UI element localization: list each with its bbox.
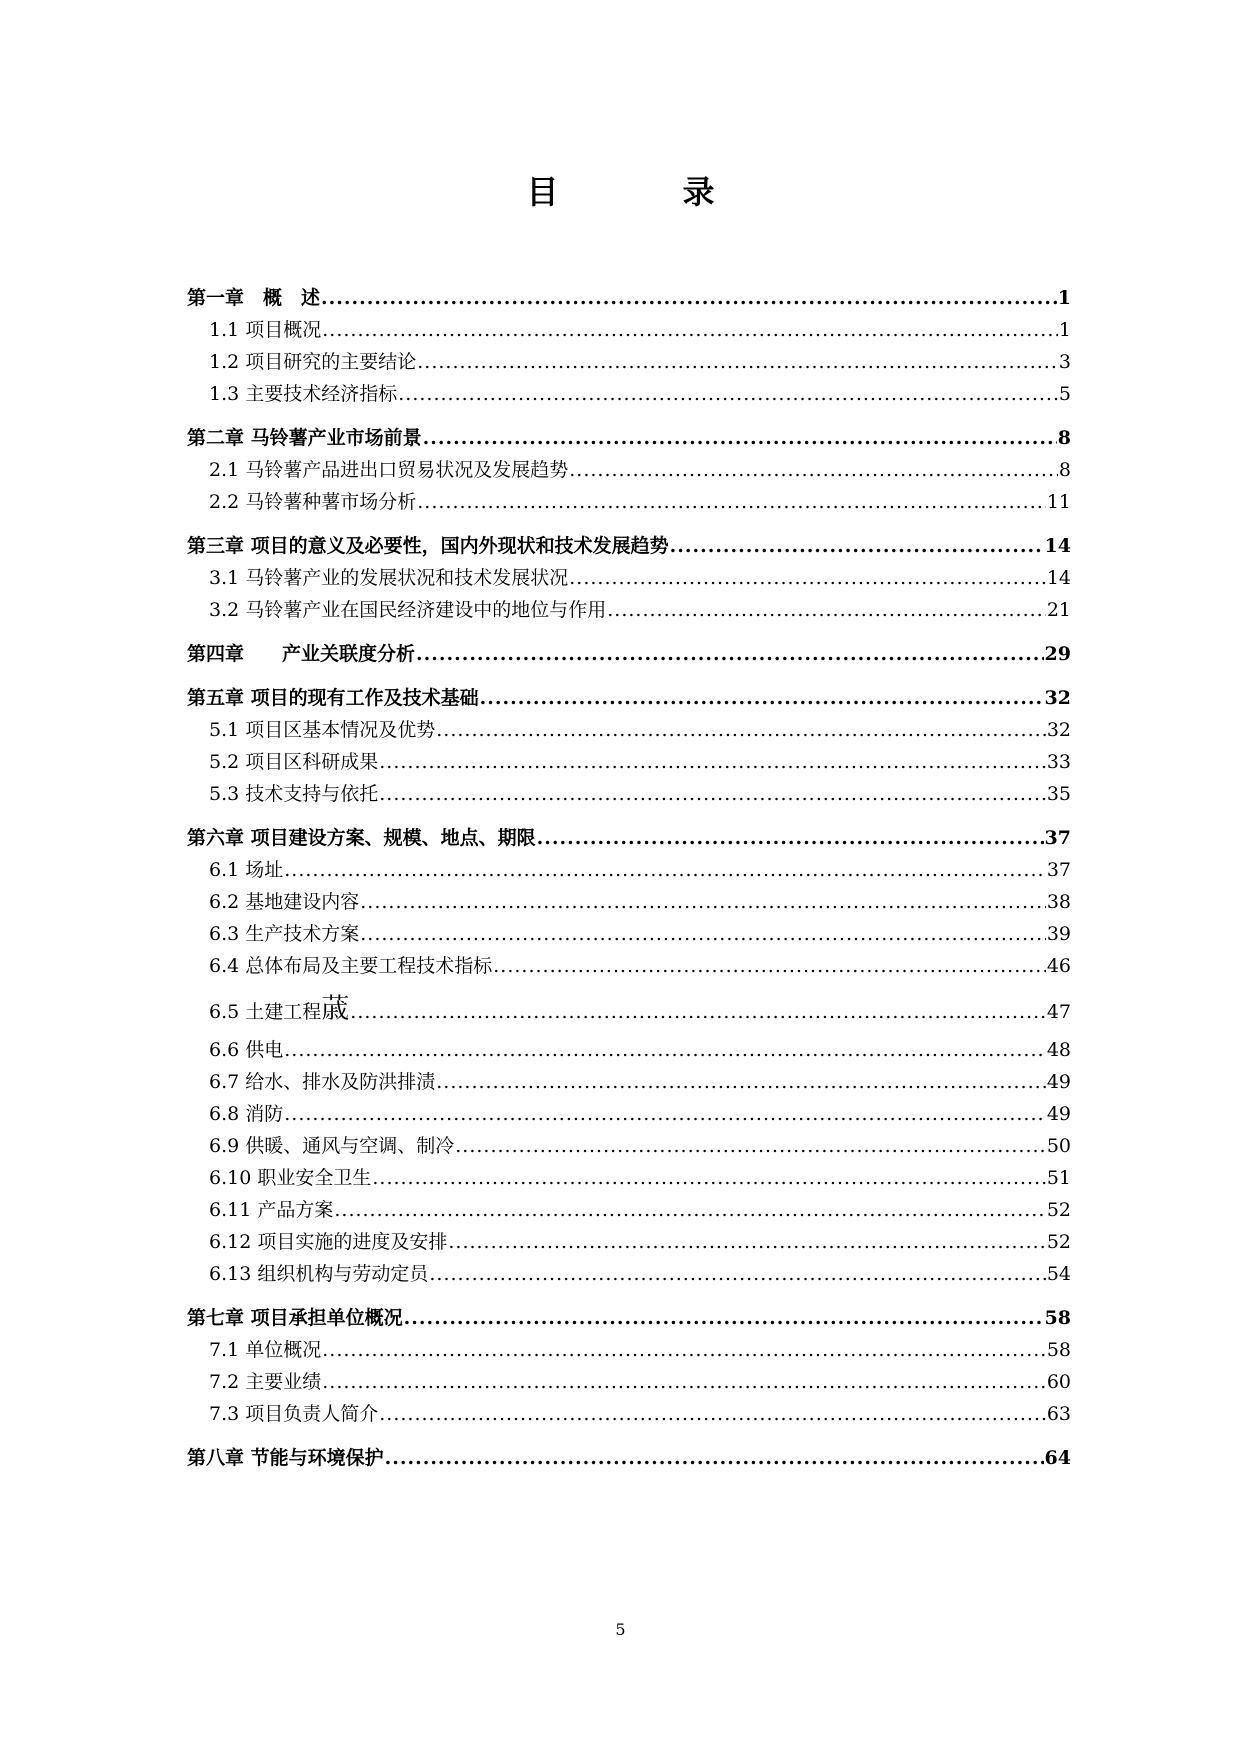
toc-entry-page: 35: [1046, 783, 1071, 805]
toc-dot-leader: [448, 1226, 1045, 1258]
toc-dot-leader: [379, 778, 1046, 810]
toc-entry-page: 39: [1046, 923, 1071, 945]
toc-dot-leader: [569, 562, 1046, 594]
toc-entry-label: 第八章 节能与环境保护: [187, 1447, 384, 1469]
toc-dot-leader: [372, 1162, 1045, 1194]
toc-dot-leader: [436, 714, 1046, 746]
toc-section-entry[interactable]: [187, 1258, 1071, 1290]
toc-dot-leader: [416, 638, 1044, 670]
toc-chapter-entry[interactable]: [187, 282, 1071, 314]
toc-dot-leader: [429, 1258, 1045, 1290]
toc-dot-leader: [607, 594, 1046, 626]
toc-chapter-entry[interactable]: [187, 638, 1071, 670]
page-number: 5: [615, 1620, 626, 1639]
toc-entry-label: 7.1 单位概况: [209, 1339, 322, 1361]
toc-entry-label-suffix: 𦸗: [321, 992, 350, 1025]
toc-entry-page: 37: [1046, 859, 1071, 881]
toc-section-entry[interactable]: [187, 1130, 1071, 1162]
toc-section-entry[interactable]: [187, 714, 1071, 746]
toc-dot-leader: [537, 822, 1044, 854]
toc-entry-label: 7.2 主要业绩: [209, 1371, 322, 1393]
toc-dot-leader: [322, 1366, 1046, 1398]
toc-entry-label: 第一章 概 述: [187, 287, 321, 309]
toc-entry-page: 5: [1058, 383, 1071, 405]
toc-title: 目 录: [526, 173, 761, 211]
toc-section-entry[interactable]: [187, 594, 1071, 626]
toc-entry-page: 48: [1046, 1039, 1071, 1061]
toc-entry-label: 6.5 土建工程: [209, 1001, 322, 1023]
toc-dot-leader: [321, 282, 1057, 314]
toc-entry-label: 7.3 项目负责人简介: [209, 1403, 379, 1425]
toc-entry-page: 1: [1057, 287, 1071, 309]
toc-entry-label: 1.3 主要技术经济指标: [209, 383, 398, 405]
toc-entry-label: 第二章 马铃薯产业市场前景: [187, 427, 422, 449]
toc-dot-leader: [360, 886, 1046, 918]
toc-section-entry[interactable]: [187, 1066, 1071, 1098]
toc-dot-leader: [417, 486, 1046, 518]
toc-entry-page: 1: [1058, 319, 1071, 341]
toc-dot-leader: [670, 530, 1044, 562]
toc-entry-label: 6.11 产品方案: [209, 1199, 334, 1221]
toc-entry-page: 63: [1046, 1403, 1071, 1425]
toc-entry-page: 8: [1058, 459, 1071, 481]
toc-dot-leader: [569, 454, 1058, 486]
toc-entry-page: 58: [1044, 1307, 1071, 1329]
toc-entry-page: 52: [1046, 1231, 1071, 1253]
toc-entry-page: 29: [1044, 643, 1071, 665]
toc-section-entry[interactable]: [187, 986, 1071, 1032]
toc-dot-leader: [493, 950, 1046, 982]
toc-dot-leader: [284, 854, 1046, 886]
toc-entry-page: 58: [1046, 1339, 1071, 1361]
toc-section-entry[interactable]: [187, 918, 1071, 950]
toc-entry-page: 33: [1046, 751, 1071, 773]
toc-entry-label: 5.3 技术支持与依托: [209, 783, 379, 805]
toc-section-entry[interactable]: [187, 1098, 1071, 1130]
toc-entry-label: 5.1 项目区基本情况及优势: [209, 719, 436, 741]
toc-section-entry[interactable]: [187, 454, 1071, 486]
toc-section-entry[interactable]: [187, 854, 1071, 886]
toc-dot-leader: [284, 1034, 1046, 1066]
toc-entry-label: 1.1 项目概况: [209, 319, 322, 341]
toc-entry-page: 49: [1046, 1103, 1071, 1125]
toc-entry-page: 11: [1046, 491, 1071, 513]
toc-entry-label: 第五章 项目的现有工作及技术基础: [187, 687, 479, 709]
toc-entry-page: 46: [1046, 955, 1071, 977]
toc-dot-leader: [404, 1302, 1044, 1334]
toc-entry-label: 6.6 供电: [209, 1039, 284, 1061]
toc-entry-label: 6.12 项目实施的进度及安排: [209, 1231, 448, 1253]
toc-entry-label: 第六章 项目建设方案、规模、地点、期限: [187, 827, 536, 849]
toc-entry-page: 52: [1046, 1199, 1071, 1221]
toc-dot-leader: [379, 746, 1046, 778]
toc-entry-label: 6.8 消防: [209, 1103, 284, 1125]
toc-entry-label: 1.2 项目研究的主要结论: [209, 351, 417, 373]
toc-entry-label: 2.2 马铃薯种薯市场分析: [209, 491, 417, 513]
toc-chapter-entry[interactable]: [187, 822, 1071, 854]
toc-section-entry[interactable]: [187, 562, 1071, 594]
toc-section-entry[interactable]: [187, 1194, 1071, 1226]
toc-entry-label: 6.1 场址: [209, 859, 284, 881]
toc-entry-page: 21: [1046, 599, 1071, 621]
toc-section-entry[interactable]: [187, 1162, 1071, 1194]
toc-entry-page: 60: [1046, 1371, 1071, 1393]
toc-section-entry[interactable]: [187, 950, 1071, 982]
toc-entry-label: 6.2 基地建设内容: [209, 891, 360, 913]
toc-dot-leader: [379, 1398, 1046, 1430]
toc-entry-label: 6.10 职业安全卫生: [209, 1167, 372, 1189]
toc-entry-page: 49: [1046, 1071, 1071, 1093]
toc-section-entry[interactable]: [187, 1034, 1071, 1066]
toc-section-entry[interactable]: [187, 1398, 1071, 1430]
toc-entry-page: 47: [1046, 1001, 1071, 1023]
toc-entry-label: 第三章 项目的意义及必要性，国内外现状和技术发展趋势: [187, 535, 669, 557]
toc-chapter-entry[interactable]: [187, 1442, 1071, 1474]
toc-entry-label: 5.2 项目区科研成果: [209, 751, 379, 773]
toc-section-entry[interactable]: [187, 1366, 1071, 1398]
table-of-contents: [187, 282, 1071, 1474]
toc-entry-page: 51: [1046, 1167, 1071, 1189]
toc-dot-leader: [360, 918, 1046, 950]
toc-section-entry[interactable]: [187, 886, 1071, 918]
toc-dot-leader: [322, 314, 1058, 346]
toc-section-entry[interactable]: [187, 1334, 1071, 1366]
toc-entry-page: 32: [1046, 719, 1071, 741]
toc-dot-leader: [284, 1098, 1046, 1130]
toc-chapter-entry[interactable]: [187, 1302, 1071, 1334]
toc-section-entry[interactable]: [187, 1226, 1071, 1258]
toc-section-entry[interactable]: [187, 778, 1071, 810]
toc-dot-leader: [455, 1130, 1046, 1162]
toc-section-entry[interactable]: [187, 346, 1071, 378]
toc-dot-leader: [334, 1194, 1045, 1226]
toc-chapter-entry[interactable]: [187, 682, 1071, 714]
toc-entry-page: 64: [1044, 1447, 1071, 1469]
toc-entry-label: 3.2 马铃薯产业在国民经济建设中的地位与作用: [209, 599, 607, 621]
toc-dot-leader: [385, 1442, 1044, 1474]
toc-entry-label: 6.13 组织机构与劳动定员: [209, 1263, 429, 1285]
toc-entry-page: 54: [1046, 1263, 1071, 1285]
toc-entry-label: 6.3 生产技术方案: [209, 923, 360, 945]
toc-entry-label: 3.1 马铃薯产业的发展状况和技术发展状况: [209, 567, 569, 589]
toc-entry-page: 3: [1058, 351, 1071, 373]
toc-dot-leader: [423, 422, 1057, 454]
toc-entry-label: 第七章 项目承担单位概况: [187, 1307, 403, 1329]
toc-dot-leader: [436, 1066, 1046, 1098]
toc-dot-leader: [322, 1334, 1046, 1366]
toc-entry-page: 14: [1044, 535, 1071, 557]
toc-entry-label: 6.7 给水、排水及防洪排渍: [209, 1071, 436, 1093]
toc-dot-leader: [398, 378, 1058, 410]
toc-section-entry[interactable]: [187, 378, 1071, 410]
toc-entry-label: 6.4 总体布局及主要工程技术指标: [209, 955, 493, 977]
toc-dot-leader: [350, 989, 1046, 1035]
toc-section-entry[interactable]: [187, 314, 1071, 346]
toc-section-entry[interactable]: [187, 486, 1071, 518]
toc-entry-page: 38: [1046, 891, 1071, 913]
toc-chapter-entry[interactable]: [187, 422, 1071, 454]
toc-chapter-entry[interactable]: [187, 530, 1071, 562]
toc-dot-leader: [417, 346, 1058, 378]
toc-entry-label: 第四章 产业关联度分析: [187, 643, 416, 665]
toc-section-entry[interactable]: [187, 746, 1071, 778]
toc-entry-page: 8: [1057, 427, 1071, 449]
toc-entry-page: 37: [1044, 827, 1071, 849]
toc-entry-page: 32: [1044, 687, 1071, 709]
toc-entry-page: 14: [1046, 567, 1071, 589]
toc-entry-label: 2.1 马铃薯产品进出口贸易状况及发展趋势: [209, 459, 569, 481]
toc-entry-label: 6.9 供暖、通风与空调、制冷: [209, 1135, 455, 1157]
toc-entry-page: 50: [1046, 1135, 1071, 1157]
toc-dot-leader: [480, 682, 1044, 714]
